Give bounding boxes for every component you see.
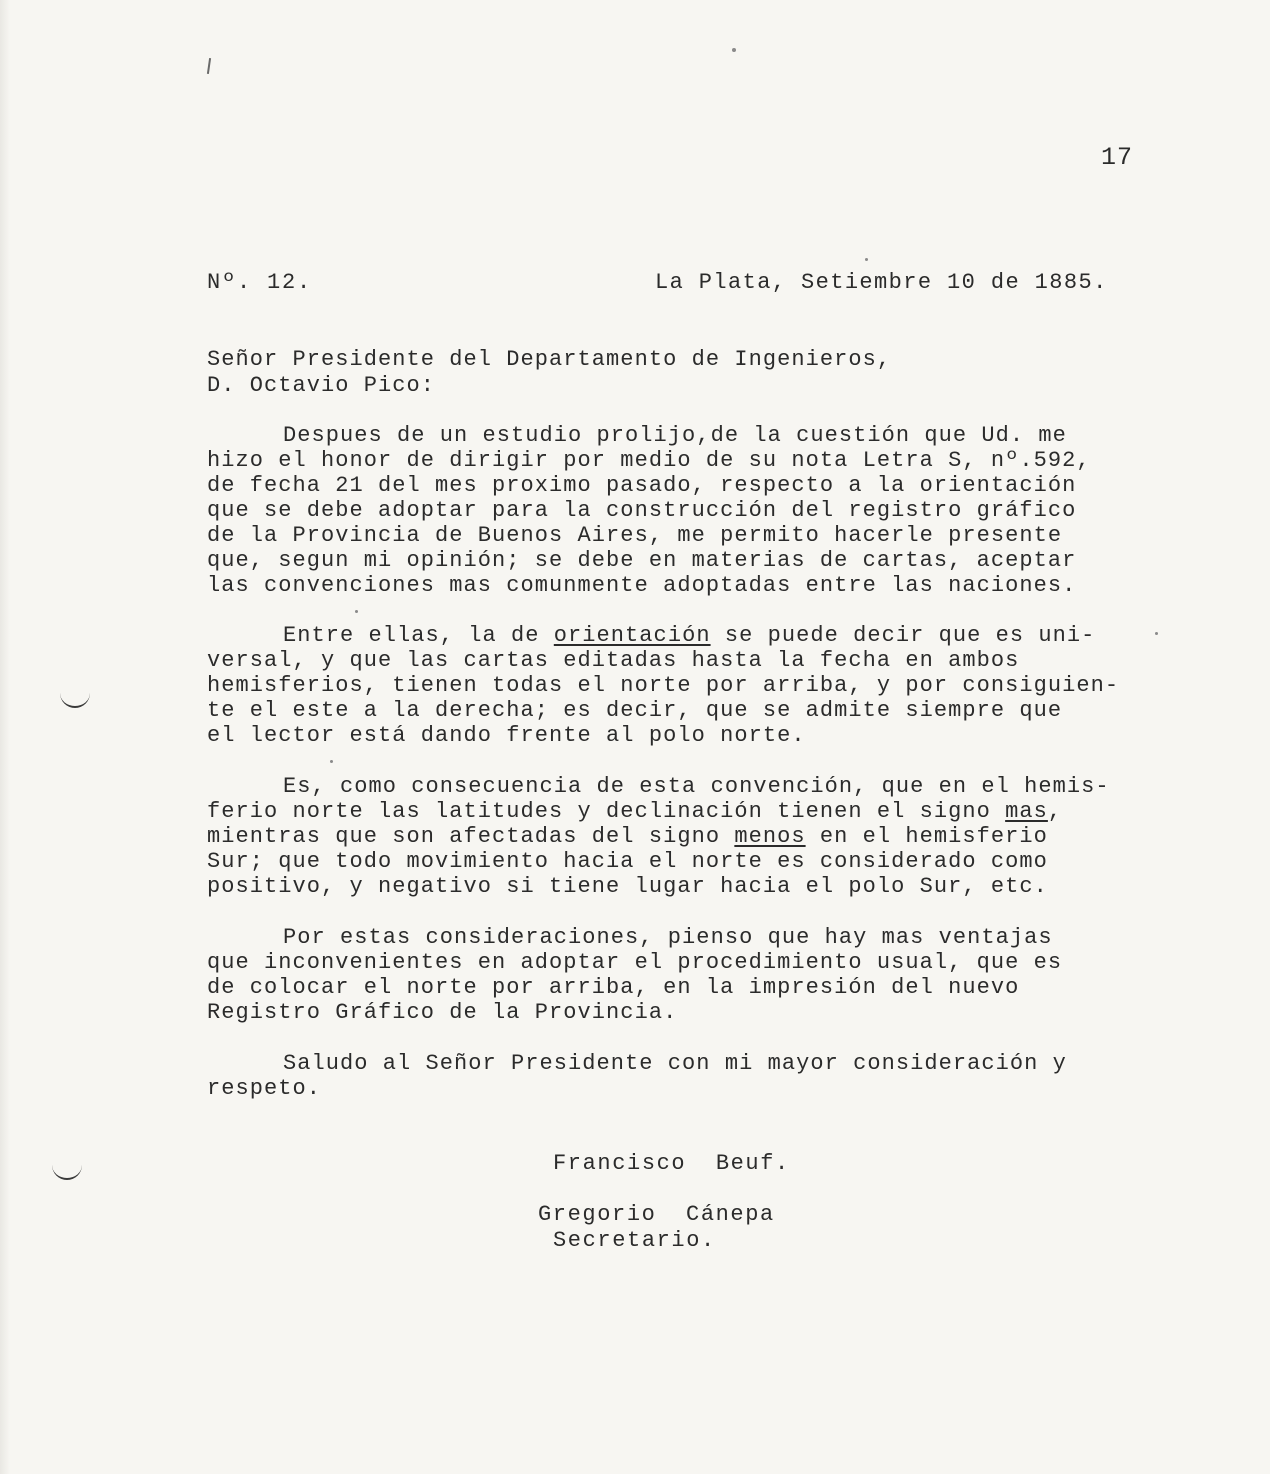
paragraph-1-line: que se debe adoptar para la construcción del registro gráfico xyxy=(207,498,1077,523)
paragraph-4-line: Por estas consideraciones, pienso que hay mas ventajas xyxy=(283,925,1053,950)
paragraph-2-line: hemisferios, tienen todas el norte por arriba, y por consiguien- xyxy=(207,673,1120,698)
paragraph-3-line: Sur; que todo movimiento hacia el norte es considerado como xyxy=(207,849,1048,874)
paragraph-4-line: que inconvenientes en adoptar el procedimiento usual, que es xyxy=(207,950,1063,975)
reference-number: Nº. 12. xyxy=(207,270,313,295)
paragraph-3-line xyxy=(207,799,1062,824)
closing-line: Saludo al Señor Presidente con mi mayor consideración y xyxy=(283,1051,1067,1076)
punch-hole-mark xyxy=(60,690,90,708)
closing-line: respeto. xyxy=(207,1076,322,1101)
place-and-date: La Plata, Setiembre 10 de 1885. xyxy=(655,270,1108,295)
secretary-title: Secretario. xyxy=(553,1228,716,1253)
paragraph-1-line: que, segun mi opinión; se debe en materias de cartas, aceptar xyxy=(207,548,1077,573)
paragraph-2-line: versal, y que las cartas editadas hasta la fecha en ambos xyxy=(207,648,1020,673)
underlined-word: mas xyxy=(1005,799,1048,824)
punch-hole-mark xyxy=(52,1162,82,1180)
addressee-line: Señor Presidente del Departamento de Ingenieros, xyxy=(207,347,892,372)
paragraph-1-line: de la Provincia de Buenos Aires, me permito hacerle presente xyxy=(207,523,1063,548)
page-number: 17 xyxy=(1101,143,1134,172)
text-run: Entre ellas, la de xyxy=(283,623,554,648)
paper-speck xyxy=(1155,632,1158,635)
paper-speck xyxy=(355,610,358,613)
pencil-mark xyxy=(207,58,211,74)
underlined-word: menos xyxy=(734,824,806,849)
paragraph-1-line: Despues de un estudio prolijo,de la cuestión que Ud. me xyxy=(283,423,1067,448)
paragraph-1-line: las convenciones mas comunmente adoptadas entre las naciones. xyxy=(207,573,1077,598)
paragraph-3-line xyxy=(207,824,1048,849)
paragraph-2-line: el lector está dando frente al polo norte. xyxy=(207,723,806,748)
text-run: , xyxy=(1047,799,1063,824)
text-run: mientras que son afectadas del signo xyxy=(207,824,735,849)
addressee-name: D. Octavio Pico: xyxy=(207,373,436,398)
paragraph-3-line: positivo, y negativo si tiene lugar hacia el polo Sur, etc. xyxy=(207,874,1048,899)
paper-speck xyxy=(865,258,868,261)
text-run: ferio norte las latitudes y declinación tienen el signo xyxy=(207,799,1006,824)
paper-speck xyxy=(330,760,333,763)
secretary-name: Gregorio Cánepa xyxy=(538,1202,775,1227)
author-signature: Francisco Beuf. xyxy=(553,1151,790,1176)
text-run: se puede decir que es uni- xyxy=(710,623,1096,648)
underlined-word: orientación xyxy=(553,623,711,648)
paper-speck xyxy=(732,48,736,52)
paragraph-1-line: de fecha 21 del mes proximo pasado, respecto a la orientación xyxy=(207,473,1077,498)
paragraph-2-line xyxy=(283,623,1095,648)
paragraph-3-line: Es, como consecuencia de esta convención, que en el hemis- xyxy=(283,774,1110,799)
paragraph-1-line: hizo el honor de dirigir por medio de su nota Letra S, nº.592, xyxy=(207,448,1091,473)
paper-edge-shadow xyxy=(0,0,10,1474)
text-run: en el hemisferio xyxy=(805,824,1048,849)
paragraph-2-line: te el este a la derecha; es decir, que se admite siempre que xyxy=(207,698,1063,723)
paragraph-4-line: Registro Gráfico de la Provincia. xyxy=(207,1000,678,1025)
paragraph-4-line: de colocar el norte por arriba, en la impresión del nuevo xyxy=(207,975,1020,1000)
